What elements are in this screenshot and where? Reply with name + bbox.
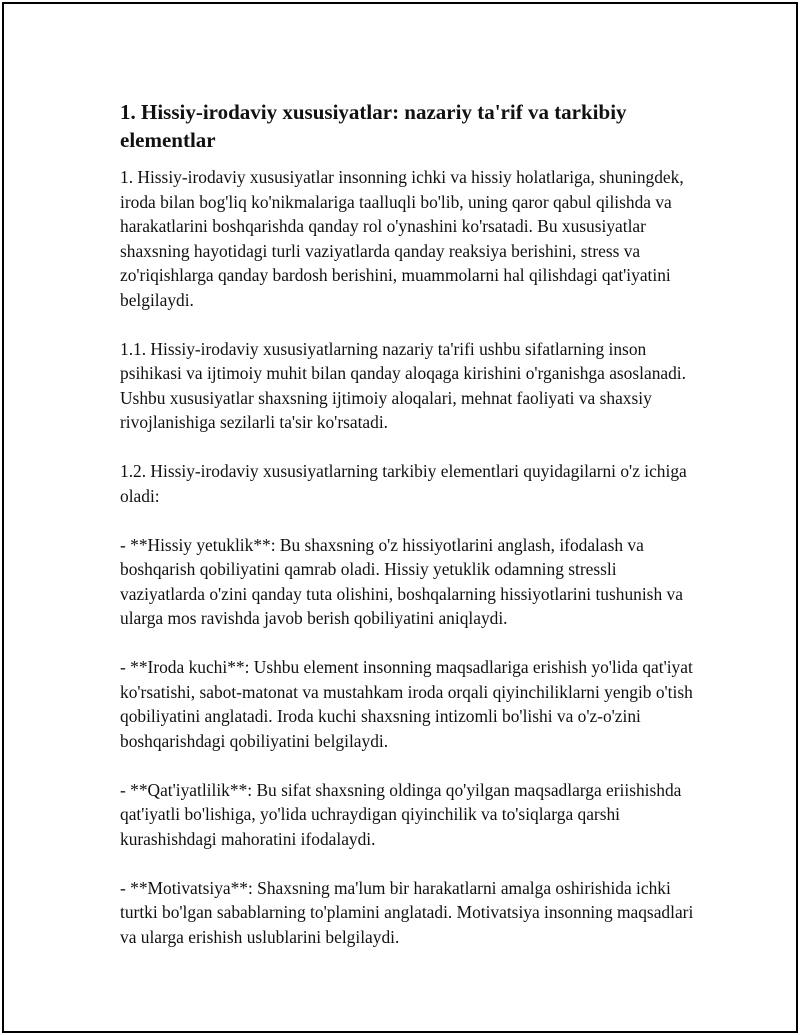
paragraph-structural-elements: 1.2. Hissiy-irodaviy xususiyatlarning tarkibiy elementlari quyidagilarni o'z ichiga oladi:: [120, 461, 687, 506]
paragraph-intro: 1. Hissiy-irodaviy xususiyatlar insonning ichki va hissiy holatlariga, shuningdek, iroda bilan bog'liq ko'nikmalariga taalluqli bo'lib, uning qaror qabul qilishda va harakatlarini boshqarishda qanday rol o'ynashini ko'rsatadi. Bu xususiyatlar shaxsning hayotidagi turli vaziyatlarda qanday reaksiya berishini, stress va zo'riqishlarga qanday bardosh berishini, muammolarni hal qilishdagi qat'iyatini belgilaydi.: [120, 167, 684, 310]
document-content: [120, 98, 700, 949]
list-item-motivation: - **Motivatsiya**: Shaxsning ma'lum bir harakatlarni amalga oshirishida ichki turtki bo'lgan sabablarning to'plamini anglatadi. Motivatsiya insonning maqsadlari va ularga erishish uslublarini belgilaydi.: [120, 877, 694, 947]
list-item-emotional-maturity: - **Hissiy yetuklik**: Bu shaxsning o'z hissiyotlarini anglash, ifodalash va boshqarish qobiliyatini qamrab oladi. Hissiy yetuklik odamning stressli vaziyatlarda o'zini qanday tuta olishini, boshqalarning hissiyotlarini tushunish va ularga mos ravishda javob berish qobiliyatini aniqlaydi.: [120, 534, 683, 628]
section-heading: 1. Hissiy-irodaviy xususiyatlar: nazariy ta'rif va tarkibiy elementlar: [120, 100, 627, 152]
list-item-willpower: - **Iroda kuchi**: Ushbu element insonning maqsadlariga erishish yo'lida qat'iyat ko'rsatishi, sabot-matonat va mustahkam iroda orqali qiyinchiliklarni yengib o'tish qobiliyatini anglatadi. Iroda kuchi shaxsning intizomli bo'lishi va o'z-o'zini boshqarishdagi qobiliyatini belgilaydi.: [120, 657, 693, 751]
paragraph-theoretical-definition: 1.1. Hissiy-irodaviy xususiyatlarning nazariy ta'rifi ushbu sifatlarning inson psihikasi va ijtimoiy muhit bilan qanday aloqaga kirishini o'rganishga asoslanadi. Ushbu xususiyatlar shaxsning ijtimoiy aloqalari, mehnat faoliyati va shaxsiy rivojlanishiga sezilarli ta'sir ko'rsatadi.: [120, 338, 686, 432]
list-item-persistence: - **Qat'iyatlilik**: Bu sifat shaxsning oldinga qo'yilgan maqsadlarga eriishishda qat'iyatli bo'lishiga, yo'lida uchraydigan qiyinchilik va to'siqlarga qarshi kurashishdagi mahoratini ifodalaydi.: [120, 779, 682, 849]
document-page: [2, 2, 798, 1033]
